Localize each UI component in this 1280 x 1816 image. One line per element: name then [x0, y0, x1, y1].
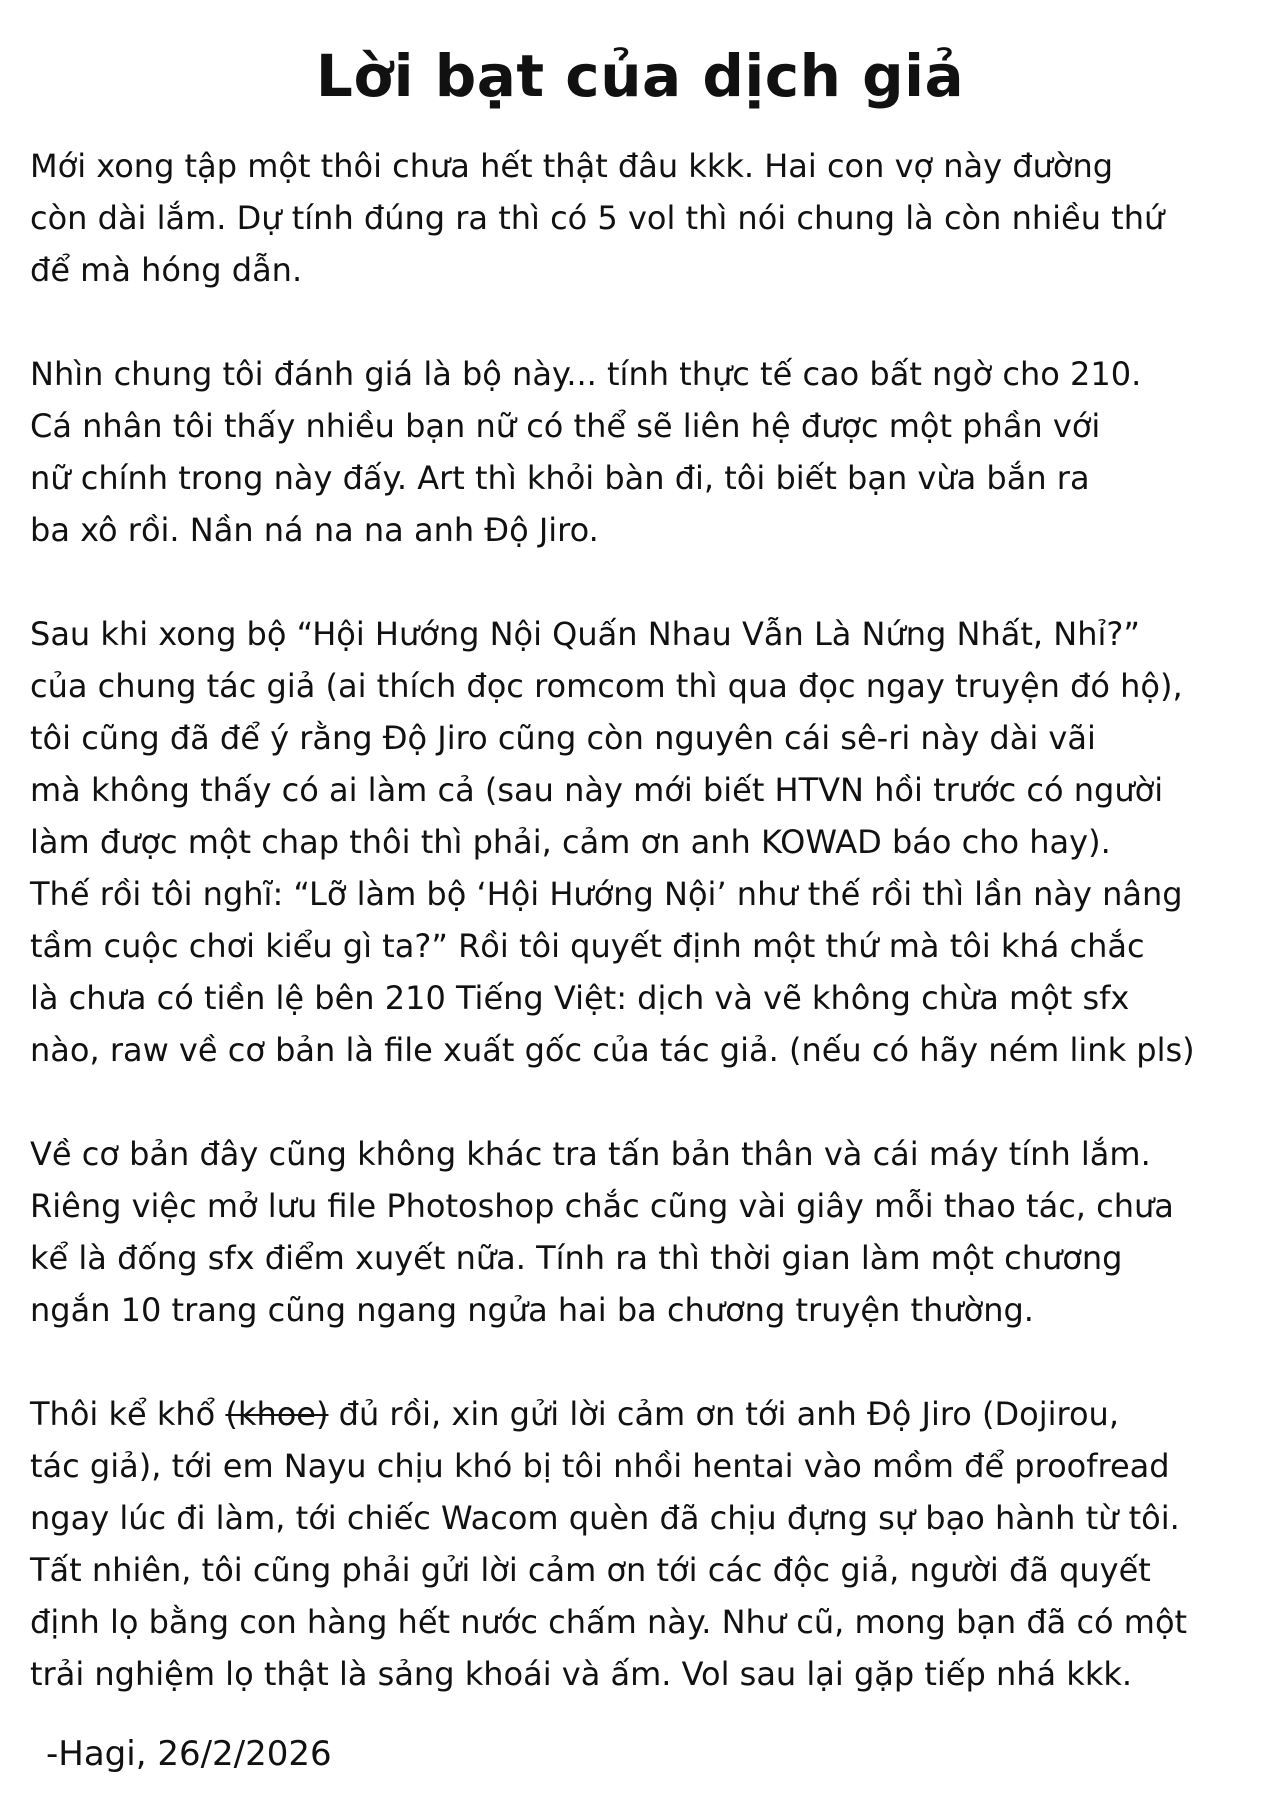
text-line: là chưa có tiền lệ bên 210 Tiếng Việt: dịch và vẽ không chừa một sfx: [30, 979, 1130, 1017]
paragraph-gap: [30, 296, 1265, 348]
paragraph-2: [30, 348, 1265, 556]
struck-text: (khoe): [225, 1395, 329, 1433]
signature: -Hagi, 26/2/2026: [46, 1734, 332, 1774]
text-line: trải nghiệm lọ thật là sảng khoái và ấm. Vol sau lại gặp tiếp nhá kkk.: [30, 1655, 1133, 1693]
page-title: Lời bạt của dịch giả: [315, 42, 965, 110]
text-line: còn dài lắm. Dự tính đúng ra thì có 5 vol thì nói chung là còn nhiều thứ: [30, 199, 1165, 237]
paragraph-5: [30, 1388, 1265, 1700]
text-line-with-strikethrough: [30, 1388, 1265, 1440]
text-line: ba xô rồi. Nần ná na na anh Độ Jiro.: [30, 511, 599, 549]
text-line: làm được một chap thôi thì phải, cảm ơn anh KOWAD báo cho hay).: [30, 823, 1111, 861]
paragraph-gap: [30, 1076, 1265, 1128]
text-line: nào, raw về cơ bản là file xuất gốc của tác giả. (nếu có hãy ném link pls): [30, 1031, 1195, 1069]
text-line: ngay lúc đi làm, tới chiếc Wacom quèn đã chịu đựng sự bạo hành từ tôi.: [30, 1499, 1180, 1537]
text-line: tôi cũng đã để ý rằng Độ Jiro cũng còn nguyên cái sê-ri này dài vãi: [30, 719, 1096, 757]
text-line: nữ chính trong này đấy. Art thì khỏi bàn đi, tôi biết bạn vừa bắn ra: [30, 459, 1090, 497]
paragraph-4: [30, 1128, 1265, 1336]
text-line: ngắn 10 trang cũng ngang ngửa hai ba chương truyện thường.: [30, 1291, 1034, 1329]
text-line: kể là đống sfx điểm xuyết nữa. Tính ra thì thời gian làm một chương: [30, 1239, 1123, 1277]
text-line: của chung tác giả (ai thích đọc romcom thì qua đọc ngay truyện đó hộ),: [30, 667, 1183, 705]
text-line: mà không thấy có ai làm cả (sau này mới biết HTVN hồi trước có người: [30, 771, 1164, 809]
text-line: Mới xong tập một thôi chưa hết thật đâu kkk. Hai con vợ này đường: [30, 147, 1114, 185]
paragraph-gap: [30, 1336, 1265, 1388]
text-fragment: Thôi kể khổ: [30, 1395, 226, 1433]
paragraph-gap: [30, 556, 1265, 608]
paragraph-3: [30, 608, 1265, 1076]
text-fragment: đủ rồi, xin gửi lời cảm ơn tới anh Độ Jiro (Dojirou,: [328, 1395, 1119, 1433]
text-line: định lọ bằng con hàng hết nước chấm này. Như cũ, mong bạn đã có một: [30, 1603, 1188, 1641]
text-line: Riêng việc mở lưu file Photoshop chắc cũng vài giây mỗi thao tác, chưa: [30, 1187, 1174, 1225]
paragraph-1: [30, 140, 1265, 296]
text-line: Thế rồi tôi nghĩ: “Lỡ làm bộ ‘Hội Hướng Nội’ như thế rồi thì lần này nâng: [30, 875, 1183, 913]
text-line: tầm cuộc chơi kiểu gì ta?” Rồi tôi quyết định một thứ mà tôi khá chắc: [30, 927, 1145, 965]
text-line: Về cơ bản đây cũng không khác tra tấn bản thân và cái máy tính lắm.: [30, 1135, 1151, 1173]
text-line: Tất nhiên, tôi cũng phải gửi lời cảm ơn tới các độc giả, người đã quyết: [30, 1551, 1151, 1589]
text-line: tác giả), tới em Nayu chịu khó bị tôi nhồi hentai vào mồm để proofread: [30, 1447, 1170, 1485]
afterword-body: [30, 140, 1265, 1700]
text-line: Sau khi xong bộ “Hội Hướng Nội Quấn Nhau Vẫn Là Nứng Nhất, Nhỉ?”: [30, 615, 1140, 653]
text-line: Cá nhân tôi thấy nhiều bạn nữ có thể sẽ liên hệ được một phần với: [30, 407, 1101, 445]
text-line: để mà hóng dẫn.: [30, 251, 303, 289]
text-line: Nhìn chung tôi đánh giá là bộ này... tính thực tế cao bất ngờ cho 210.: [30, 355, 1142, 393]
